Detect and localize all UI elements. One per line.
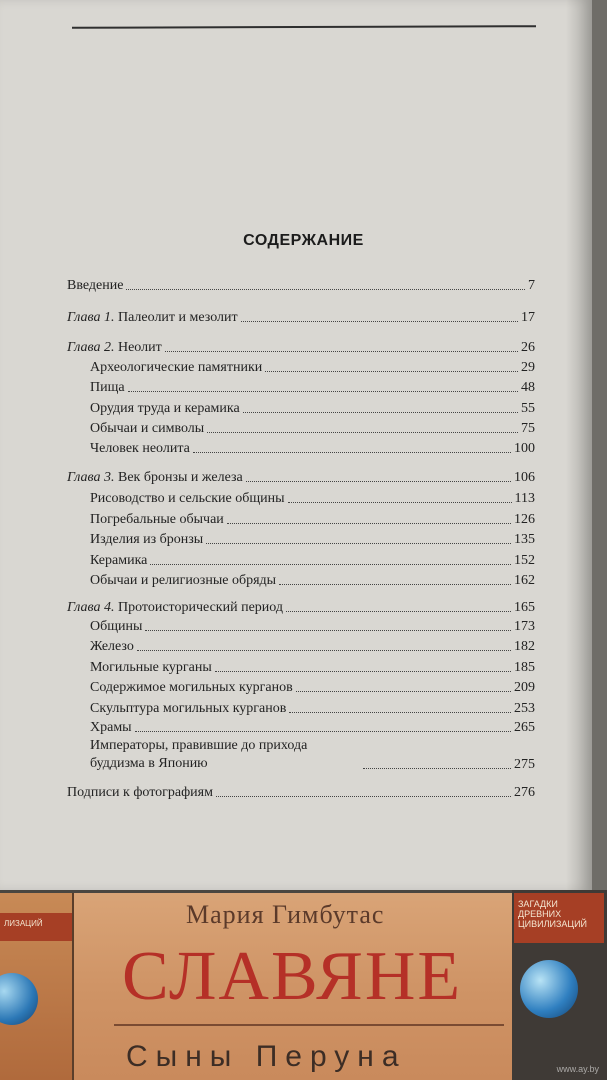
toc-page-number: 7	[528, 278, 535, 293]
toc-page-number: 173	[514, 619, 535, 634]
leader-dots	[145, 630, 511, 631]
toc-page-number: 55	[521, 401, 535, 416]
toc-page-number: 165	[514, 600, 535, 615]
leader-dots	[279, 584, 511, 585]
toc-entry-label: Введение	[67, 278, 124, 293]
toc-entry-label: Обычаи и символы	[90, 421, 205, 436]
leader-dots	[246, 481, 511, 482]
toc-entry-label: Глава 1. Палеолит и мезолит	[67, 310, 238, 325]
toc-page-number: 26	[521, 340, 535, 355]
toc-entry-label: Храмы	[90, 720, 132, 735]
toc-entry-label: Археологические памятники	[90, 360, 263, 375]
toc-page-number: 135	[514, 532, 535, 547]
toc-entry-label: Обычаи и религиозные обряды	[90, 573, 277, 588]
cover-rule	[114, 1024, 504, 1026]
toc-entry-label: Пища	[90, 380, 125, 395]
toc-entry-label: Человек неолита	[90, 441, 190, 456]
book-author: Мария Гимбутас	[186, 900, 385, 929]
toc-page-number: 253	[514, 701, 535, 716]
leader-dots	[126, 289, 525, 290]
toc-page-number: 17	[521, 310, 535, 325]
toc-entry	[90, 619, 535, 635]
toc-entry	[67, 785, 535, 801]
left-series-strip: ЛИЗАЦИЙ	[0, 913, 72, 941]
toc-page-number: 75	[521, 421, 535, 436]
toc-page-number: 29	[521, 360, 535, 375]
toc-entry	[90, 680, 535, 696]
toc-entry	[90, 441, 535, 457]
left-book-cover	[0, 893, 74, 1080]
toc-entry-label: Рисоводство и сельские общины	[90, 491, 285, 506]
toc-entry-label: Изделия из бронзы	[90, 532, 204, 547]
toc-page-number: 182	[514, 639, 535, 654]
leader-dots	[265, 371, 518, 372]
toc-entry	[67, 310, 535, 326]
toc-entry	[90, 720, 535, 736]
leader-dots	[241, 321, 518, 322]
leader-dots	[207, 432, 518, 433]
leader-dots	[243, 412, 518, 413]
leader-dots	[135, 731, 511, 732]
leader-dots	[288, 502, 512, 503]
toc-entry	[90, 360, 535, 376]
toc-entry	[90, 660, 535, 676]
toc-entry	[90, 421, 535, 437]
toc-page-number: 276	[514, 785, 535, 800]
toc-entry-label: Содержимое могильных курганов	[90, 680, 293, 695]
toc-entry-label: Железо	[90, 639, 134, 654]
toc-entry	[67, 470, 535, 486]
leader-dots	[206, 543, 511, 544]
toc-page-number: 113	[514, 491, 535, 506]
toc-entry-label: Могильные курганы	[90, 660, 212, 675]
toc-title: СОДЕРЖАНИЕ	[243, 232, 364, 249]
leader-dots	[215, 671, 511, 672]
toc-entry-label: Подписи к фотографиям	[67, 785, 213, 800]
toc-entry-label: Скульптура могильных курганов	[90, 701, 287, 716]
leader-dots	[165, 351, 518, 352]
toc-entry-label: Императоры, правившие до прихода буддизма в Японию	[90, 738, 308, 771]
toc-entry	[90, 380, 535, 396]
leader-dots	[193, 452, 511, 453]
toc-entry-label: Орудия труда и керамика	[90, 401, 240, 416]
toc-page-number: 162	[514, 573, 535, 588]
globe-icon	[520, 960, 578, 1018]
leader-dots	[296, 691, 511, 692]
leader-dots	[150, 564, 511, 565]
leader-dots	[137, 650, 511, 651]
toc-entry-label: Керамика	[90, 553, 148, 568]
toc-page-number: 275	[514, 757, 535, 772]
leader-dots	[227, 523, 511, 524]
toc-page-number: 185	[514, 660, 535, 675]
toc-entry	[90, 553, 535, 569]
toc-page-number: 265	[514, 720, 535, 735]
toc-page-number: 100	[514, 441, 535, 456]
globe-icon	[0, 973, 38, 1025]
toc-entry-label: Погребальные обычаи	[90, 512, 224, 527]
toc-entry	[67, 340, 535, 356]
toc-page-number: 48	[521, 380, 535, 395]
toc-entry	[90, 512, 535, 528]
leader-dots	[216, 796, 511, 797]
series-label: ЗАГАДКИ ДРЕВНИХ ЦИВИЛИЗАЦИЙ	[514, 893, 604, 943]
leader-dots	[289, 712, 511, 713]
toc-entry	[90, 701, 535, 717]
page-edge-shadow	[566, 0, 592, 890]
toc-page-number: 106	[514, 470, 535, 485]
header-rule	[72, 25, 536, 29]
toc-entry	[67, 600, 535, 616]
leader-dots	[128, 391, 518, 392]
watermark: www.ay.by	[556, 1064, 599, 1074]
toc-entry	[90, 401, 535, 417]
book-title: СЛАВЯНЕ	[122, 938, 463, 1015]
leader-dots	[363, 768, 511, 769]
toc-entry	[90, 573, 535, 589]
toc-page-number: 209	[514, 680, 535, 695]
book-subtitle: Сыны Перуна	[126, 1040, 407, 1073]
toc-entry	[90, 737, 535, 773]
leader-dots	[286, 611, 511, 612]
toc-entry	[67, 278, 535, 294]
toc-entry	[90, 639, 535, 655]
toc-entry-label: Глава 3. Век бронзы и железа	[67, 470, 243, 485]
toc-page-number: 152	[514, 553, 535, 568]
toc-entry-label: Общины	[90, 619, 143, 634]
toc-entry-label: Глава 2. Неолит	[67, 340, 162, 355]
toc-entry-label: Глава 4. Протоисторический период	[67, 600, 283, 615]
toc-page-number: 126	[514, 512, 535, 527]
toc-entry	[90, 491, 535, 507]
toc-entry	[90, 532, 535, 548]
